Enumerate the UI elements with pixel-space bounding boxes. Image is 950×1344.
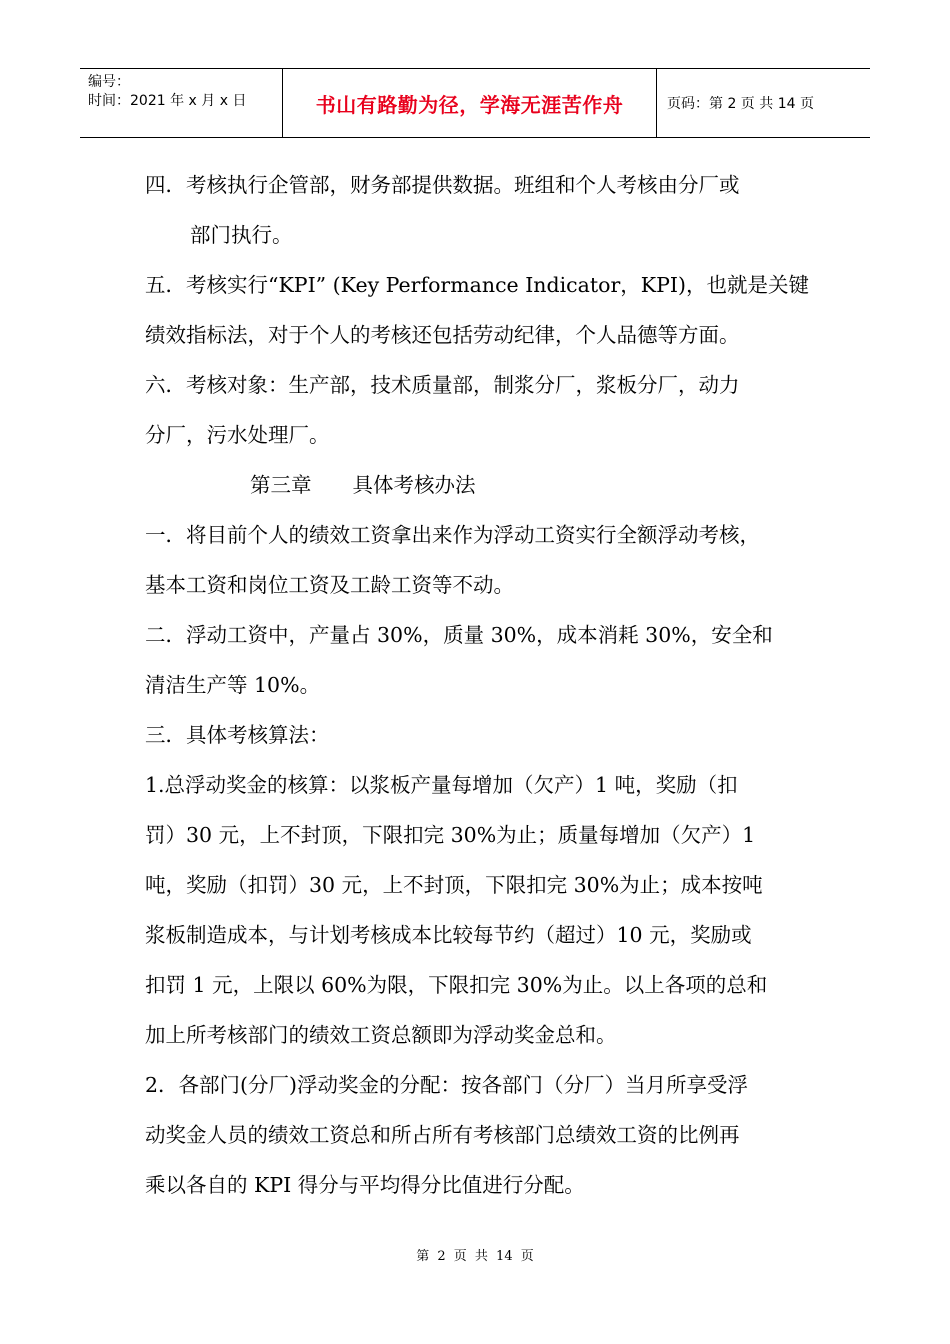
header-page-info: 页码：第 2 页 共 14 页 [667, 96, 814, 112]
paragraph-line: 绩效指标法，对于个人的考核还包括劳动纪律，个人品德等方面。 [145, 323, 740, 347]
paragraph-line: 部门执行。 [190, 223, 293, 247]
paragraph-line: 罚）30 元，上不封顶，下限扣完 30%为止；质量每增加（欠产）1 [145, 823, 756, 847]
paragraph-line: 基本工资和岗位工资及工龄工资等不动。 [145, 573, 514, 597]
paragraph-line: 一．将目前个人的绩效工资拿出来作为浮动工资实行全额浮动考核， [145, 523, 760, 547]
paragraph-line: 二．浮动工资中，产量占 30%，质量 30%，成本消耗 30%，安全和 [145, 623, 773, 647]
paragraph-line: 五．考核实行“KPI” (Key Performance Indicator，KPI)，也就是关键 [145, 273, 809, 297]
paragraph-line: 动奖金人员的绩效工资总和所占所有考核部门总绩效工资的比例再 [145, 1123, 740, 1147]
paragraph-line: 扣罚 1 元，上限以 60%为限，下限扣完 30%为止。以上各项的总和 [145, 973, 768, 997]
header-meta [80, 69, 282, 137]
chapter-heading: 第三章 具体考核办法 [250, 473, 476, 497]
paragraph-line: 浆板制造成本，与计划考核成本比较每节约（超过）10 元，奖励或 [145, 923, 752, 947]
document-body [145, 160, 815, 1210]
paragraph-line: 清洁生产等 10%。 [145, 673, 321, 697]
paragraph-line: 三．具体考核算法： [145, 723, 330, 747]
paragraph-line: 加上所考核部门的绩效工资总额即为浮动奖金总和。 [145, 1023, 617, 1047]
doc-time-label: 时间：2021 年 x 月 x 日 [88, 93, 247, 109]
paragraph-line: 2．各部门(分厂)浮动奖金的分配：按各部门（分厂）当月所享受浮 [145, 1073, 749, 1097]
header-motto: 书山有路勤为径，学海无涯苦作舟 [282, 69, 657, 137]
paragraph-line: 四．考核执行企管部，财务部提供数据。班组和个人考核由分厂或 [145, 173, 740, 197]
paragraph-line: 六．考核对象：生产部，技术质量部，制浆分厂，浆板分厂，动力 [145, 373, 740, 397]
page-header [80, 68, 870, 138]
paragraph-line: 分厂，污水处理厂。 [145, 423, 330, 447]
paragraph-line: 吨，奖励（扣罚）30 元，上不封顶，下限扣完 30%为止；成本按吨 [145, 873, 763, 897]
paragraph-line: 1.总浮动奖金的核算：以浆板产量每增加（欠产）1 吨，奖励（扣 [145, 773, 738, 797]
page-footer: 第 2 页 共 14 页 [416, 1249, 534, 1264]
doc-number-label: 编号： [88, 74, 130, 90]
paragraph-line: 乘以各自的 KPI 得分与平均得分比值进行分配。 [145, 1173, 585, 1197]
